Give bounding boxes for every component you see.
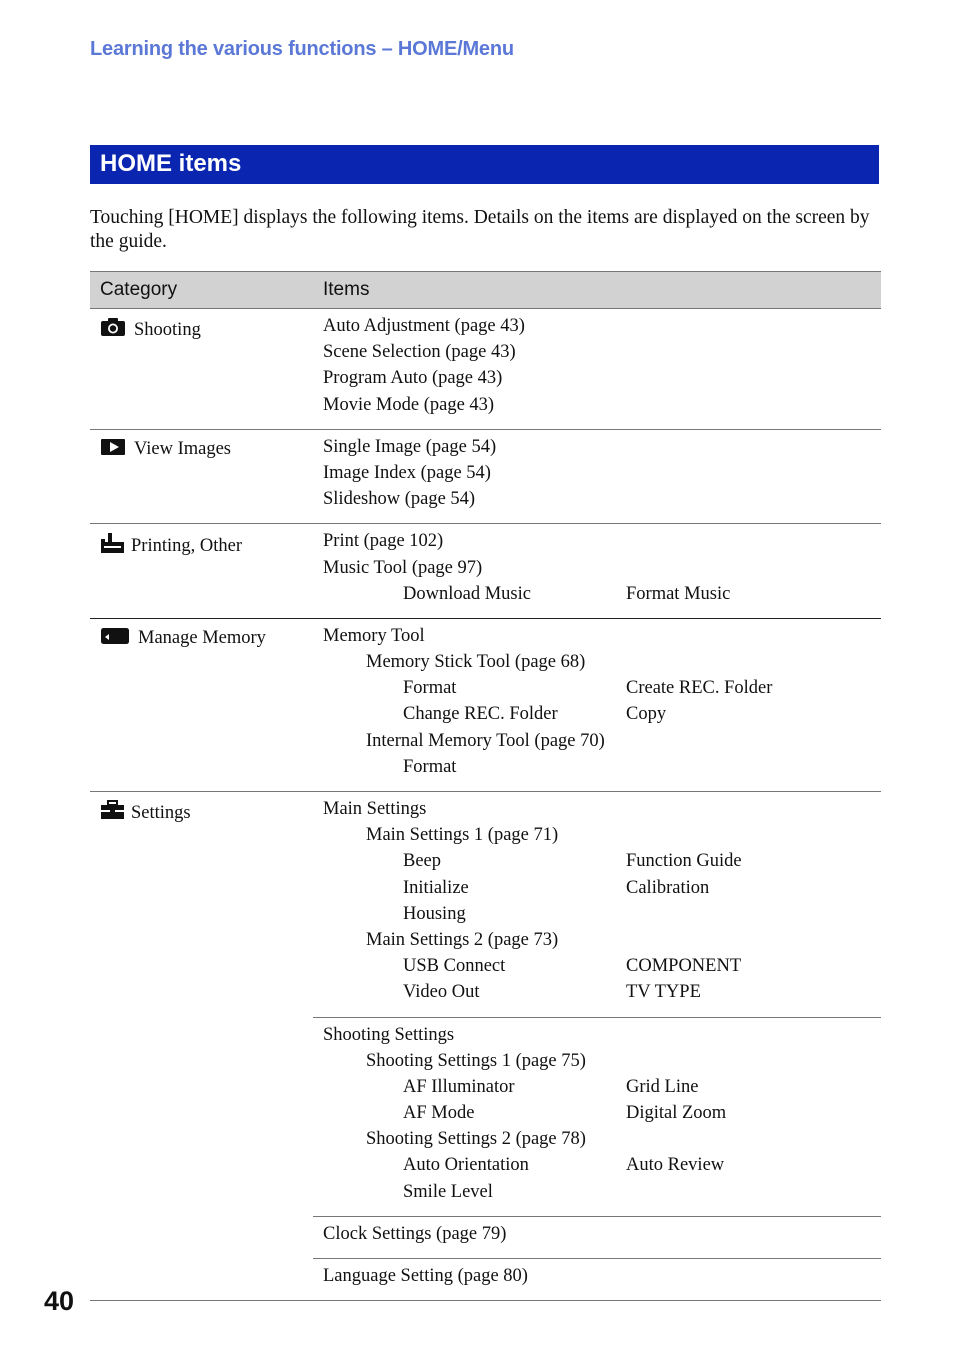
table-row [90, 619, 881, 792]
memory-card-icon [100, 627, 130, 651]
items-cell [323, 309, 881, 429]
list-item: Music Tool (page 97) [323, 557, 483, 578]
items-cell [323, 430, 881, 524]
list-item: Image Index (page 54) [323, 462, 491, 483]
category-label: View Images [134, 439, 232, 460]
camera-icon [100, 317, 126, 343]
list-item [323, 704, 881, 730]
sub-item: Format [403, 678, 457, 699]
sub-item: Smile Level [403, 1181, 493, 1202]
list-item: Memory Stick Tool (page 68) [366, 652, 586, 673]
sub-item: AF Illuminator [403, 1076, 515, 1097]
sub-item: Calibration [626, 877, 710, 898]
list-item: Shooting Settings [323, 1024, 455, 1045]
list-item [323, 1182, 881, 1208]
sub-item: COMPONENT [626, 956, 742, 977]
category-label: Manage Memory [138, 628, 266, 649]
sub-item: Initialize [403, 877, 469, 898]
list-item: Memory Tool [323, 625, 425, 646]
list-item [323, 1103, 881, 1129]
category-cell [100, 438, 231, 462]
sub-item: Change REC. Folder [403, 704, 558, 725]
intro-paragraph: Touching [HOME] displays the following items. Details on the items are displayed on the screen by the guide. [90, 207, 870, 252]
toolbox-icon [100, 800, 125, 826]
list-item: Single Image (page 54) [323, 436, 497, 457]
sub-item: Housing [403, 903, 466, 924]
list-item [323, 956, 881, 982]
list-item [323, 982, 881, 1008]
sub-item: Beep [403, 851, 442, 872]
category-cell [100, 800, 191, 826]
items-cell [323, 524, 881, 618]
sub-item: Function Guide [626, 851, 742, 872]
items-cell [323, 619, 881, 791]
sub-item: Grid Line [626, 1076, 699, 1097]
sub-item: Copy [626, 704, 667, 725]
list-item: Shooting Settings 1 (page 75) [366, 1050, 586, 1071]
sub-item: TV TYPE [626, 982, 701, 1003]
page-number: 40 [44, 1286, 75, 1316]
list-item [323, 1077, 881, 1103]
sub-item: Format Music [626, 583, 731, 604]
list-item: Scene Selection (page 43) [323, 342, 516, 363]
items-cell [313, 792, 881, 1300]
list-item: Program Auto (page 43) [323, 368, 503, 389]
category-label: Printing, Other [131, 535, 242, 556]
list-item: Main Settings [323, 799, 427, 819]
section-header-bar [90, 145, 879, 184]
language-setting-block [313, 1259, 881, 1300]
list-item: Main Settings 2 (page 73) [366, 929, 559, 950]
list-item: Shooting Settings 2 (page 78) [366, 1129, 586, 1150]
sub-item: Create REC. Folder [626, 678, 773, 699]
sub-item: AF Mode [403, 1103, 475, 1124]
category-cell [100, 532, 242, 560]
clock-settings-block [313, 1217, 881, 1259]
table-row [90, 792, 881, 1301]
list-item [323, 757, 881, 783]
list-item [323, 878, 881, 904]
table-row [90, 309, 881, 430]
table-row [90, 430, 881, 525]
running-head: Learning the various functions – HOME/Menu [90, 38, 514, 60]
sub-item: USB Connect [403, 956, 506, 977]
list-item: Print (page 102) [323, 531, 444, 552]
table-row [90, 524, 881, 619]
list-item [323, 678, 881, 704]
home-items-table [90, 271, 881, 1301]
category-label: Settings [131, 802, 191, 823]
section-title: HOME items [100, 150, 242, 177]
sub-item: Format [403, 756, 457, 777]
sub-item: Digital Zoom [626, 1103, 727, 1124]
category-label: Shooting [134, 319, 201, 340]
sub-item: Auto Orientation [403, 1155, 529, 1176]
sub-item: Video Out [403, 982, 480, 1003]
printer-icon [100, 532, 125, 560]
play-icon [100, 438, 126, 462]
list-item [323, 851, 881, 877]
list-item: Clock Settings (page 79) [323, 1223, 507, 1244]
list-item [323, 1155, 881, 1181]
main-settings-block [313, 792, 881, 1018]
list-item: Slideshow (page 54) [323, 489, 476, 510]
list-item: Auto Adjustment (page 43) [323, 316, 525, 336]
sub-item: Auto Review [626, 1155, 725, 1176]
list-item: Movie Mode (page 43) [323, 394, 495, 415]
list-item: Language Setting (page 80) [323, 1266, 528, 1286]
category-cell [100, 627, 266, 651]
list-item [323, 904, 881, 930]
category-cell [100, 317, 201, 343]
shooting-settings-block [313, 1018, 881, 1217]
list-item [323, 584, 881, 610]
list-item: Main Settings 1 (page 71) [366, 825, 559, 846]
table-header [90, 271, 881, 309]
header-items: Items [323, 279, 370, 300]
header-category: Category [100, 279, 178, 300]
sub-item: Download Music [403, 583, 531, 604]
list-item: Internal Memory Tool (page 70) [366, 730, 605, 751]
